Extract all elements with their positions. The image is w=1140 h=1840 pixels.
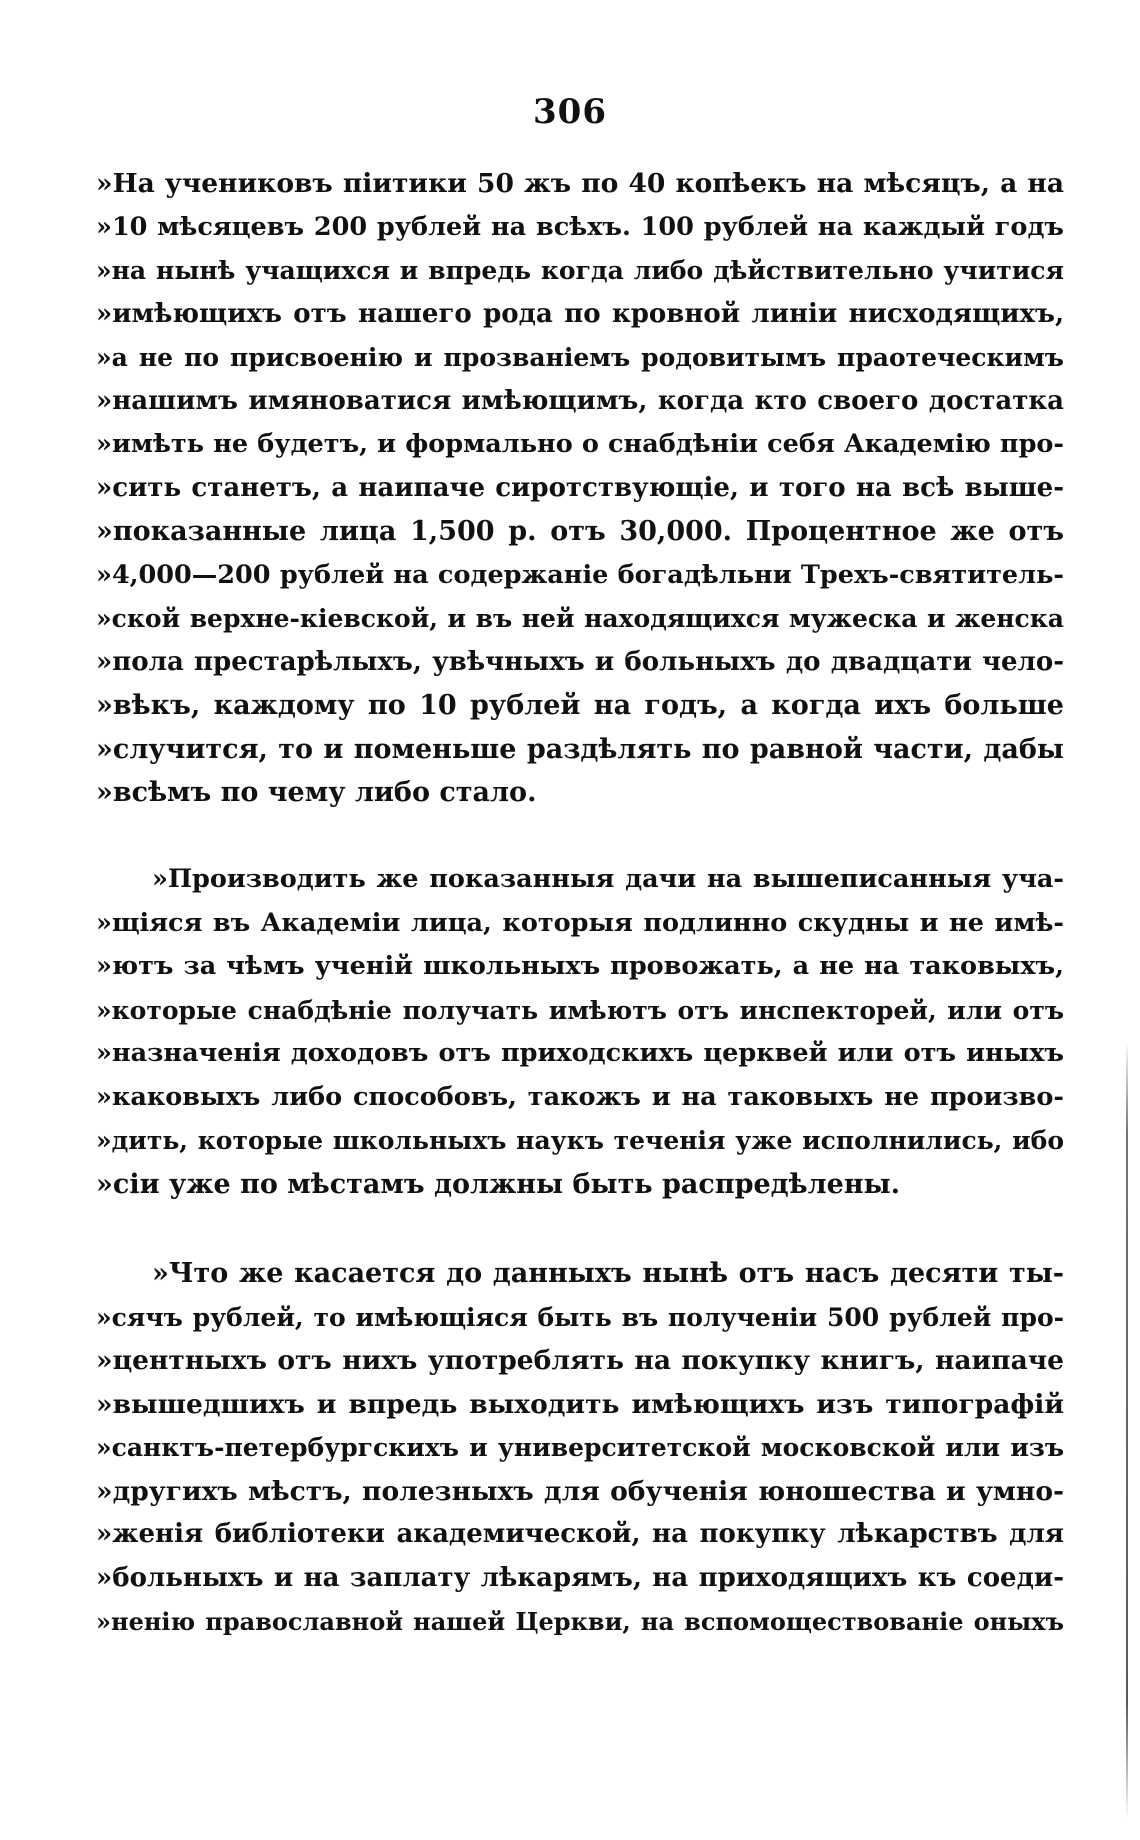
text-line: »а не по присвоенiю и прозванiемъ родовитымъ праотеческимъ: [96, 343, 1064, 372]
text-line: »пола престарѣлыхъ, увѣчныхъ и больныхъ до двадцати чело-: [96, 646, 1064, 677]
text-line: »Производить же показанныя дачи на вышеписанныя уча-: [152, 864, 1064, 894]
paragraph-3: [96, 1252, 1064, 1644]
text-line: »которые снабдѣнiе получать имѣютъ отъ инспекторей, или отъ: [96, 995, 1064, 1025]
text-line: »женiя библiотеки академической, на покупку лѣкарствъ для: [96, 1519, 1064, 1549]
text-line: »ютъ за чѣмъ ученiй школьныхъ провожать, а не на таковыхъ,: [96, 951, 1064, 981]
text-line: »сiи уже по мѣстамъ должны быть распредѣлены.: [96, 1168, 901, 1200]
text-line: »нашимъ имяноватися имѣющимъ, когда кто своего достатка: [96, 385, 1064, 416]
text-line: »На учениковъ пiитики 50 жъ по 40 копѣекъ на мѣсяцъ, а на: [96, 168, 1064, 199]
text-line: »больныхъ и на заплату лѣкарямъ, на приходящихъ къ соеди-: [96, 1562, 1064, 1593]
text-line: »на нынѣ учащихся и впредь когда либо дѣйствительно учитися: [96, 256, 1064, 285]
paragraph-2: [96, 858, 1064, 1206]
text-line: »центныхъ отъ нихъ употреблять на покупку книгъ, наипаче: [96, 1345, 1064, 1376]
text-line: »имѣющихъ отъ нашего рода по кровной линiи нисходящихъ,: [96, 298, 1064, 329]
text-line: »10 мѣсяцевъ 200 рублей на всѣхъ. 100 рублей на каждый годъ: [96, 211, 1064, 242]
text-line: »4,000—200 рублей на содержанiе богадѣльни Трехъ-святитель-: [96, 559, 1064, 590]
text-line: »дить, которые школьныхъ наукъ теченiя уже исполнились, ибо: [96, 1126, 1064, 1155]
text-line: »показанные лица 1,500 р. отъ 30,000. Процентное же отъ: [96, 516, 1064, 547]
text-line: »ненiю православной нашей Церкви, на вспомоществованiе оныхъ: [96, 1607, 1064, 1636]
text-line: »назначенiя доходовъ отъ приходскихъ церквей или отъ иныхъ: [96, 1038, 1064, 1068]
text-line: »вѣкъ, каждому по 10 рублей на годъ, а когда ихъ больше: [96, 690, 1064, 721]
text-line: »сячъ рублей, то имѣющiяся быть въ полученiи 500 рублей про-: [96, 1302, 1064, 1332]
text-line: »щiяся въ Академiи лица, которыя подлинно скудны и не имѣ-: [96, 907, 1064, 938]
text-line: »ской верхне-кiевской, и въ ней находящихся мужеска и женска: [96, 604, 1064, 633]
text-line: »имѣть не будетъ, и формально о снабдѣнiи себя Академiю про-: [96, 429, 1064, 459]
text-line: »вышедшихъ и впредь выходить имѣющихъ изъ типографiй: [96, 1388, 1064, 1420]
text-line: »каковыхъ либо способовъ, такожъ и на таковыхъ не произво-: [96, 1081, 1064, 1112]
page-number: 306: [533, 92, 607, 132]
page-edge-shadow: [1126, 1040, 1128, 1820]
text-line: »санктъ-петербургскихъ и университетской московской или изъ: [96, 1433, 1064, 1462]
text-line: »сить станетъ, а наипаче сиротствующiе, и того на всѣ выше-: [96, 472, 1064, 503]
text-line: »Что же касается до данныхъ нынѣ отъ насъ десяти ты-: [152, 1258, 1064, 1289]
text-line: »всѣмъ по чему либо стало.: [96, 777, 537, 808]
text-line: »случится, то и поменьше раздѣлять по равной части, дабы: [96, 733, 1064, 765]
text-line: »другихъ мѣстъ, полезныхъ для обученiя юношества и умно-: [96, 1475, 1064, 1507]
paragraph-1: [96, 162, 1064, 815]
